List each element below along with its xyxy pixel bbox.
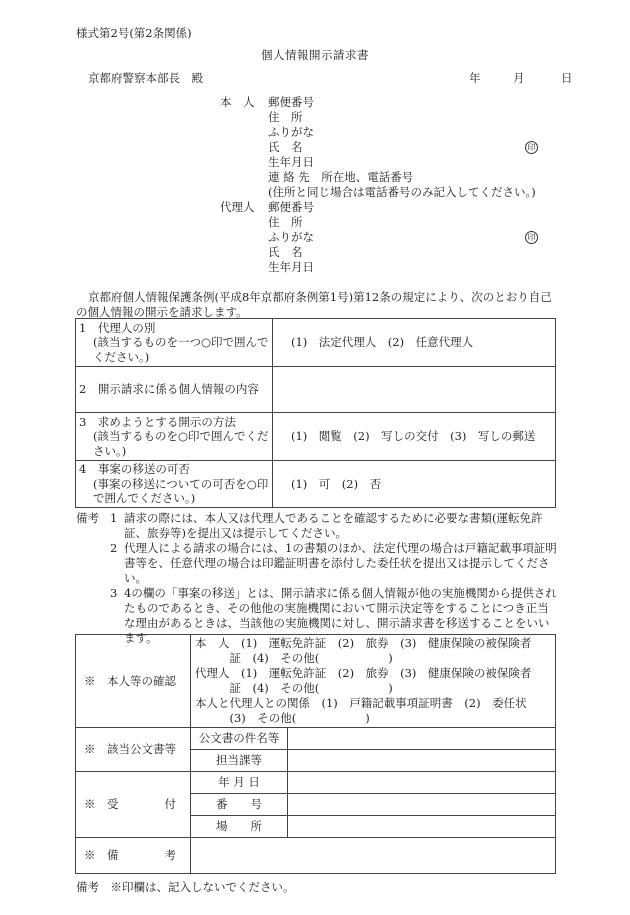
agent-name-field[interactable]: 氏 名 xyxy=(268,245,303,259)
identity-line: 本 人 (1) 運転免許証 (2) 旅券 (3) 健康保険の被保険者 xyxy=(195,636,532,650)
date-day-label: 日 xyxy=(561,71,573,85)
agent-furigana-field[interactable]: ふりがな xyxy=(268,230,314,244)
seal-icon: 印 xyxy=(525,141,538,154)
notes-label: 備考 xyxy=(76,511,99,525)
agent-type-options[interactable]: (1) 法定代理人 (2) 任意代理人 xyxy=(273,319,556,367)
row-note: (該当するものを一つ○印で囲んでください。) xyxy=(93,335,269,364)
reception-date-label: 年 月 日 xyxy=(191,772,288,794)
department-input[interactable] xyxy=(288,750,556,772)
requested-info-field[interactable] xyxy=(273,367,556,413)
disclosure-method-options[interactable]: (1) 閲覧 (2) 写しの交付 (3) 写しの郵送 xyxy=(273,413,556,461)
identity-check-label: ※ 本人等の確認 xyxy=(76,635,191,728)
reception-place-label: 場 所 xyxy=(191,816,288,838)
date-year-label: 年 xyxy=(469,71,481,85)
principal-postal-code-field[interactable]: 郵便番号 xyxy=(268,95,314,109)
intro-text: 京都府個人情報保護条例(平成8年京都府条例第1号)第12条の規定により、次のとおり自己の個人情報の開示を請求します。 xyxy=(76,290,552,319)
date-field[interactable] xyxy=(469,71,573,86)
agent-birthdate-field[interactable]: 生年月日 xyxy=(268,260,314,274)
identity-line: 代理人 (1) 運転免許証 (2) 旅券 (3) 健康保険の被保険者 xyxy=(195,666,532,680)
document-title: 個人情報開示請求書 xyxy=(261,48,369,62)
form-number: 様式第2号(第2条関係) xyxy=(76,26,192,40)
reception-label: ※ 受 付 xyxy=(76,772,191,838)
row-title: 3 求めようとする開示の方法 xyxy=(79,414,236,429)
note-number: 1 xyxy=(110,511,118,525)
agent-label: 代理人 xyxy=(220,200,255,214)
remarks-input[interactable] xyxy=(191,838,556,874)
note-number: 3 xyxy=(110,586,118,600)
document-title-input[interactable] xyxy=(288,728,556,750)
identity-line: 本人と代理人との関係 (1) 戸籍記載事項証明書 (2) 委任状 xyxy=(195,696,527,710)
date-month-label: 月 xyxy=(513,71,525,85)
request-table xyxy=(75,318,556,508)
row-title: 2 開示請求に係る個人情報の内容 xyxy=(79,382,259,397)
table-row xyxy=(76,635,556,728)
row-note: (該当するものを○印で囲んでください。) xyxy=(93,429,269,458)
seal-icon: 印 xyxy=(525,231,538,244)
reception-place-input[interactable] xyxy=(288,816,556,838)
identity-line: (3) その他( ) xyxy=(195,711,370,725)
addressee: 京都府警察本部長 殿 xyxy=(88,71,203,85)
note-text: 代理人による請求の場合には、1の書類のほか、法定代理の場合は戸籍記載事項証明書等を、任意代理の場合は印鑑証明書を添付した委任状を提出又は提示してください。 xyxy=(124,541,557,585)
reception-date-input[interactable] xyxy=(288,772,556,794)
document-title-label: 公文書の件名等 xyxy=(191,728,288,750)
identity-check-cell[interactable] xyxy=(191,635,556,728)
principal-birthdate-field[interactable]: 生年月日 xyxy=(268,155,314,169)
row-title: 4 事案の移送の可否 xyxy=(79,462,190,476)
footer-note: 備考 ※印欄は、記入しないでください。 xyxy=(76,880,295,894)
table-row xyxy=(76,838,556,874)
office-use-table xyxy=(75,634,556,874)
reception-number-label: 番 号 xyxy=(191,794,288,816)
note-text: 請求の際には、本人又は代理人であることを確認するために必要な書類(運転免許証、旅券等)を提出又は提示してください。 xyxy=(124,511,543,540)
transfer-consent-options[interactable]: (1) 可 (2) 否 xyxy=(273,461,556,508)
note-number: 2 xyxy=(110,541,118,555)
row-title: 1 代理人の別 xyxy=(79,320,156,335)
agent-address-field[interactable]: 住 所 xyxy=(268,215,303,229)
document-label: ※ 該当公文書等 xyxy=(76,728,191,772)
principal-address-field[interactable]: 住 所 xyxy=(268,110,303,124)
table-row xyxy=(76,772,556,794)
table-row xyxy=(76,319,556,367)
principal-contact-note: (住所と同じ場合は電話番号のみ記入してください。) xyxy=(268,185,536,199)
agent-postal-code-field[interactable]: 郵便番号 xyxy=(268,200,314,214)
principal-furigana-field[interactable]: ふりがな xyxy=(268,125,314,139)
principal-label: 本 人 xyxy=(220,95,255,109)
table-row xyxy=(76,461,556,508)
principal-name-field[interactable]: 氏 名 xyxy=(268,140,303,154)
identity-line: 証 (4) その他( ) xyxy=(195,681,393,695)
table-row xyxy=(76,413,556,461)
reception-number-input[interactable] xyxy=(288,794,556,816)
note-text: 4の欄の「事案の移送」とは、開示請求に係る個人情報が他の実施機関から提供されたものであるとき、その他他の実施機関において開示決定等をすることにつき正当な理由があるときは、当該他の実施機関に対し、開示請求書を移送することをいいます。 xyxy=(124,586,557,645)
department-label: 担当課等 xyxy=(191,750,288,772)
principal-contact-field[interactable]: 連 絡 先 所在地、電話番号 xyxy=(268,170,414,184)
table-row xyxy=(76,367,556,413)
remarks-label: ※ 備 考 xyxy=(76,838,191,874)
table-row xyxy=(76,728,556,750)
notes-section xyxy=(76,511,558,646)
row-note: (事案の移送についての可否を○印で囲んでください。) xyxy=(93,476,269,505)
identity-line: 証 (4) その他( ) xyxy=(195,651,393,665)
